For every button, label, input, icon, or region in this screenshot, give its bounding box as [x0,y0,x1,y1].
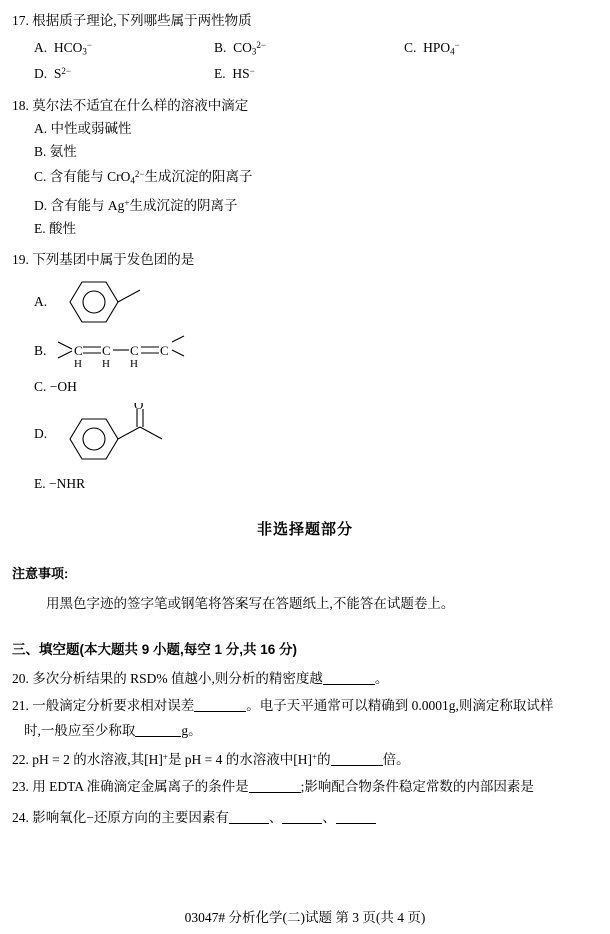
option-19-E-text: −NHR [49,476,86,492]
option-17-E-label: E. [214,66,226,82]
question-22: 22. pH = 2 的水溶液,其[H]+是 pH = 4 的水溶液中[H]+的 倍。 [12,752,410,768]
question-21-number: 21. [12,698,29,714]
question-20-text-b: 。 [374,671,389,687]
question-18 [0,97,610,237]
option-18-E-label: E. 酸性 [34,221,76,237]
option-17-D[interactable]: D. $S^{2-}$ [34,66,71,82]
notice-body: 用黑色字迹的签字笔或钢笔将答案写在答题纸上,不能答在试题卷上。 [46,596,455,612]
question-24-text-a: 影响氧化−还原方向的主要因素有 [32,810,229,826]
question-24-sep-2: 、 [322,810,336,826]
option-18-A-label: A. 中性或弱碱性 [34,121,132,136]
question-17-stem [12,12,610,29]
question-18-text: 莫尔法不适宜在什么样的溶液中滴定 [32,98,249,113]
question-21-text-b: 。电子天平通常可以精确到 0.0001g,则滴定称取试样 [246,698,554,714]
question-19-number: 19. [12,252,29,268]
question-21-text-a: 一般滴定分析要求相对误差 [32,698,195,714]
question-21-text-c: 时,一般应至少称取 [24,723,136,739]
question-21-blank-1[interactable] [194,698,246,712]
option-18-D[interactable]: D. 含有能与 Ag+生成沉淀的阴离子 [34,198,238,214]
option-19-D-label: D. [34,426,48,442]
question-20-number: 20. [12,671,29,687]
question-23-text-a: 用 EDTA 准确滴定金属离子的条件是 [32,779,249,795]
option-19-C-label: C. [34,379,47,395]
question-18-number: 18. [12,98,29,113]
question-24-blank-1[interactable] [229,810,269,824]
question-23-text-b: ;影响配合物条件稳定常数的内部因素是 [300,779,534,795]
option-19-E[interactable] [34,475,610,492]
question-22-number: 22. [12,752,29,768]
svg-text:C: C [74,343,83,359]
question-24 [12,809,610,826]
question-21 [12,697,610,714]
question-19-text: 下列基团中属于发色团的是 [32,252,195,268]
option-17-B[interactable]: B. $CO_3^{2-}$ [214,40,266,57]
option-18-B[interactable] [34,143,610,160]
question-23-blank-1[interactable] [249,779,301,793]
question-19-stem [12,251,610,268]
question-17 [0,12,610,83]
option-17-A-label: A. [34,40,48,56]
part-3-title: 三、填空题(本大题共 9 小题,每空 1 分,共 16 分) [12,642,298,658]
question-20-text-a: 多次分析结果的 RSD% 值越小,则分析的精密度越 [32,671,323,687]
svg-text:H: H [130,358,138,369]
question-24-blank-3[interactable] [336,810,376,824]
question-18-stem [12,97,610,114]
option-18-C[interactable]: C. 含有能与 CrO$_4^{2-}$生成沉淀的阳离子 [34,169,253,186]
question-21-line2 [24,722,610,739]
question-23-number: 23. [12,779,29,795]
question-23 [12,778,610,795]
option-18-A[interactable] [34,120,610,137]
svg-text:H: H [74,358,82,369]
option-19-B-label: B. [34,343,47,359]
option-19-C[interactable] [34,378,610,395]
acetophenone-structure-icon [56,403,610,470]
option-17-B-label: B. [214,40,227,56]
option-17-E[interactable]: E. HS− [214,66,255,82]
page-footer: 03047# 分析化学(二)试题 第 3 页(共 4 页) [184,910,426,925]
question-17-text: 根据质子理论,下列哪些属于两性物质 [32,13,252,28]
notice-title: 注意事项: [12,566,69,582]
svg-text:C: C [102,343,111,359]
question-21-blank-2[interactable] [135,723,181,737]
question-17-number: 17. [12,13,29,28]
section-title: 非选择题部分 [256,521,353,539]
question-17-options-row-2 [34,63,610,83]
toluene-structure-icon [56,276,610,333]
option-19-A[interactable] [34,276,610,328]
question-24-sep-1: 、 [268,810,283,826]
question-20-blank-1[interactable] [323,671,375,685]
option-19-A-label: A. [34,294,48,310]
conjugated-diene-structure-icon [56,334,610,373]
question-20 [12,670,610,687]
question-24-number: 24. [12,810,29,826]
question-17-options-row-1 [34,37,610,57]
svg-text:H: H [102,358,110,369]
question-22-blank-1[interactable] [331,752,383,766]
question-24-blank-2[interactable] [282,810,322,824]
option-17-C-label: C. [404,40,417,56]
svg-text:O: O [134,403,144,413]
option-17-A[interactable]: A. $HCO_3^-$ [34,40,92,57]
question-19 [0,251,610,492]
option-19-B[interactable] [34,334,610,368]
option-19-D[interactable] [34,403,610,465]
option-18-B-label: B. 氨性 [34,144,77,159]
option-17-D-label: D. [34,66,48,82]
option-19-C-text: −OH [49,379,77,395]
exam-page [0,12,610,934]
option-17-C[interactable]: C. $HPO_4^-$ [404,40,460,57]
question-21-text-d: g。 [181,723,202,739]
svg-text:C: C [160,343,169,359]
option-18-E[interactable] [34,220,610,237]
svg-text:C: C [130,343,139,359]
option-19-E-label: E. [34,476,46,492]
